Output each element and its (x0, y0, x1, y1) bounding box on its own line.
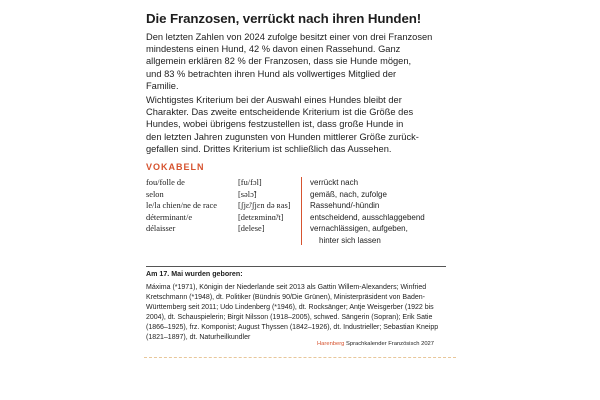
paragraph-line: Den letzten Zahlen von 2024 zufolge besitzt einer von drei Franzosen (146, 32, 433, 42)
footer (317, 341, 434, 347)
vocab-german: Rassehund/-hündin (310, 201, 380, 211)
section-divider (146, 266, 446, 267)
birthdays-heading: Am 17. Mai wurden geboren: (146, 270, 243, 278)
vocab-german-continuation: hinter sich lassen (319, 235, 381, 245)
vocab-pronunciation: [fu/fɔl] (238, 178, 262, 187)
page-title: Die Franzosen, verrückt nach ihren Hunden! (146, 11, 422, 26)
vocab-german: verrückt nach (310, 178, 359, 187)
footer-product: Sprachkalender Französisch 2027 (346, 341, 435, 347)
paragraph-line: Familie. (146, 80, 179, 91)
birthday-line: Württemberg seit 2011; Udo Lindenberg (*1946), dt. Rocksänger; Antje Weisgerber (1922 bis (146, 304, 434, 311)
calendar-page (144, 0, 456, 400)
paragraph-line: Wichtigstes Kriterium bei der Auswahl eines Hundes bleibt der (146, 95, 402, 105)
paragraph-line: den letzten Jahren zugunsten von Hunden mittlerer Größe zurück- (146, 131, 419, 142)
vocab-row (146, 212, 446, 224)
vocab-pronunciation: [detɛʀminɑ̃/t] (238, 212, 284, 222)
vocab-table (146, 177, 446, 247)
vocab-row-continuation (146, 235, 446, 247)
birthdays-text (146, 283, 456, 343)
vocab-pronunciation: [səlɔ̃] (238, 189, 257, 199)
vocab-french: selon (146, 189, 164, 199)
vocab-row (146, 200, 446, 212)
paragraph-line: Charakter. Das zweite entscheidende Kriterium ist die Größe des (146, 107, 414, 118)
paragraph-line: mindestens einen Hund, 42 % davon einen Rassehund. Ganz (146, 44, 401, 55)
birthday-line: Kretschmann (*1948), dt. Politiker (Bündnis 90/Die Grünen), Ministerpräsident von Baden- (146, 294, 425, 301)
birthday-line: (1821–1897), dt. Naturheilkundler (146, 334, 251, 341)
paragraph-2 (146, 94, 446, 155)
vocab-row (146, 223, 446, 235)
vocab-german: gemäß, nach, zufolge (310, 189, 387, 199)
vocab-row (146, 177, 446, 189)
vocab-pronunciation: [delese] (238, 224, 265, 234)
vocab-row (146, 189, 446, 201)
footer-brand: Harenberg (317, 341, 345, 347)
vocab-french: délaisser (146, 224, 176, 234)
birthday-line: Máxima (*1971), Königin der Niederlande seit 2013 als Gattin Willem-Alexanders; Winfried (146, 284, 427, 291)
birthday-line: (1866–1925), frz. Komponist; August Thyssen (1842–1926), dt. Industrieller; Sebastian Kneipp (146, 324, 439, 331)
paragraph-line: allgemein erklären 82 % der Franzosen, dass sie Hunde mögen, (146, 56, 412, 67)
vocab-heading: VOKABELN (146, 162, 205, 172)
paragraph-1 (146, 31, 446, 92)
vocab-french: fou/folle de (146, 178, 185, 187)
vocab-german: entscheidend, ausschlaggebend (310, 212, 425, 222)
vocab-german: vernachlässigen, aufgeben, (310, 224, 408, 234)
paragraph-line: und 83 % betrachten ihren Hund als vollwertiges Mitglied der (146, 68, 397, 79)
birthday-line: 2004), dt. Schauspielerin; Birgit Nilsson (1918–2005), schwed. Sängerin (Sopran); Erik Satie (146, 314, 433, 321)
paragraph-line: Hundes, wobei übrigens festzustellen ist, dass große Hunde in (146, 119, 404, 130)
paragraph-line: gefallen sind. Drittes Kriterium ist schließlich das Aussehen. (146, 143, 392, 154)
vocab-french: déterminant/e (146, 212, 193, 222)
vocab-french: le/la chien/ne de race (146, 201, 217, 211)
vocab-pronunciation: [ʃjɛ̃/ʃjɛn də ʀas] (238, 201, 291, 211)
perforation-line (144, 357, 456, 358)
